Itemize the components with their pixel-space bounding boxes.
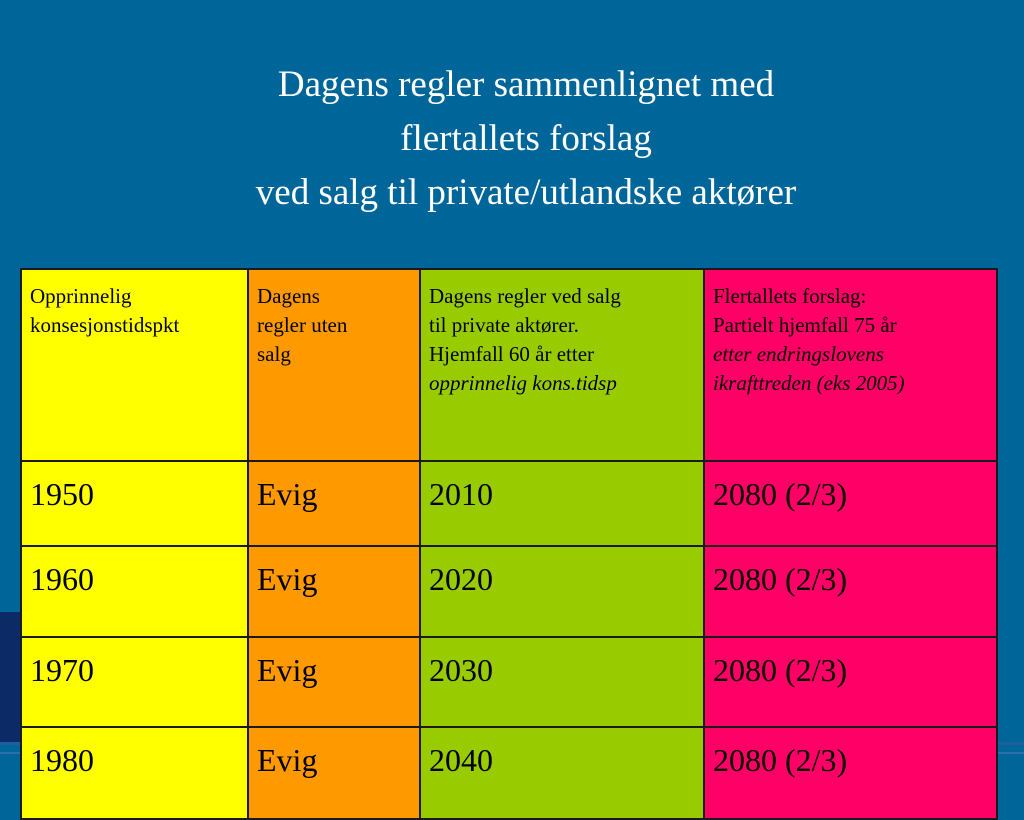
title-line-3: ved salg til private/utlandske aktører [255, 172, 797, 213]
cell-year: 1950 [21, 461, 248, 546]
cell-proposal: 2080 (2/3) [704, 461, 997, 546]
cell-year: 1970 [21, 637, 248, 727]
cell-proposal: 2080 (2/3) [704, 546, 997, 637]
header-text-italic: ikrafttreden (eks 2005) [713, 371, 905, 395]
cell-private-sale: 2010 [420, 461, 704, 546]
header-cell-current-rules-no-sale [248, 269, 420, 461]
comparison-table [20, 268, 998, 820]
header-text: Partielt hjemfall 75 år [713, 313, 897, 337]
table-row [21, 461, 997, 546]
header-text: Opprinnelig [30, 284, 132, 308]
table-row [21, 727, 997, 819]
cell-proposal: 2080 (2/3) [704, 727, 997, 819]
cell-proposal: 2080 (2/3) [704, 637, 997, 727]
header-cell-majority-proposal [704, 269, 997, 461]
header-text: Hjemfall 60 år etter [429, 342, 595, 366]
cell-current-rules: Evig [248, 461, 420, 546]
cell-year: 1980 [21, 727, 248, 819]
cell-private-sale: 2020 [420, 546, 704, 637]
cell-private-sale: 2040 [420, 727, 704, 819]
header-text: Dagens regler ved salg [429, 284, 621, 308]
table-row [21, 546, 997, 637]
header-text: Dagens [257, 284, 320, 308]
header-text: regler uten [257, 313, 348, 337]
header-text-italic: etter endringslovens [713, 342, 884, 366]
title-line-2: flertallets forslag [400, 118, 652, 159]
header-cell-current-rules-private-sale [420, 269, 704, 461]
cell-private-sale: 2030 [420, 637, 704, 727]
cell-current-rules: Evig [248, 727, 420, 819]
slide-title [0, 58, 1024, 220]
header-cell-original-concession [21, 269, 248, 461]
header-text: konsesjonstidspkt [30, 313, 180, 337]
table-row [21, 637, 997, 727]
header-text: Flertallets forslag: [713, 284, 867, 308]
table-header-row [21, 269, 997, 461]
cell-current-rules: Evig [248, 637, 420, 727]
decorative-block [0, 612, 22, 742]
title-line-1: Dagens regler sammenlignet med [277, 64, 775, 105]
header-text: salg [257, 342, 291, 366]
cell-current-rules: Evig [248, 546, 420, 637]
cell-year: 1960 [21, 546, 248, 637]
header-text-italic: opprinnelig kons.tidsp [429, 371, 617, 395]
header-text: til private aktører. [429, 313, 579, 337]
